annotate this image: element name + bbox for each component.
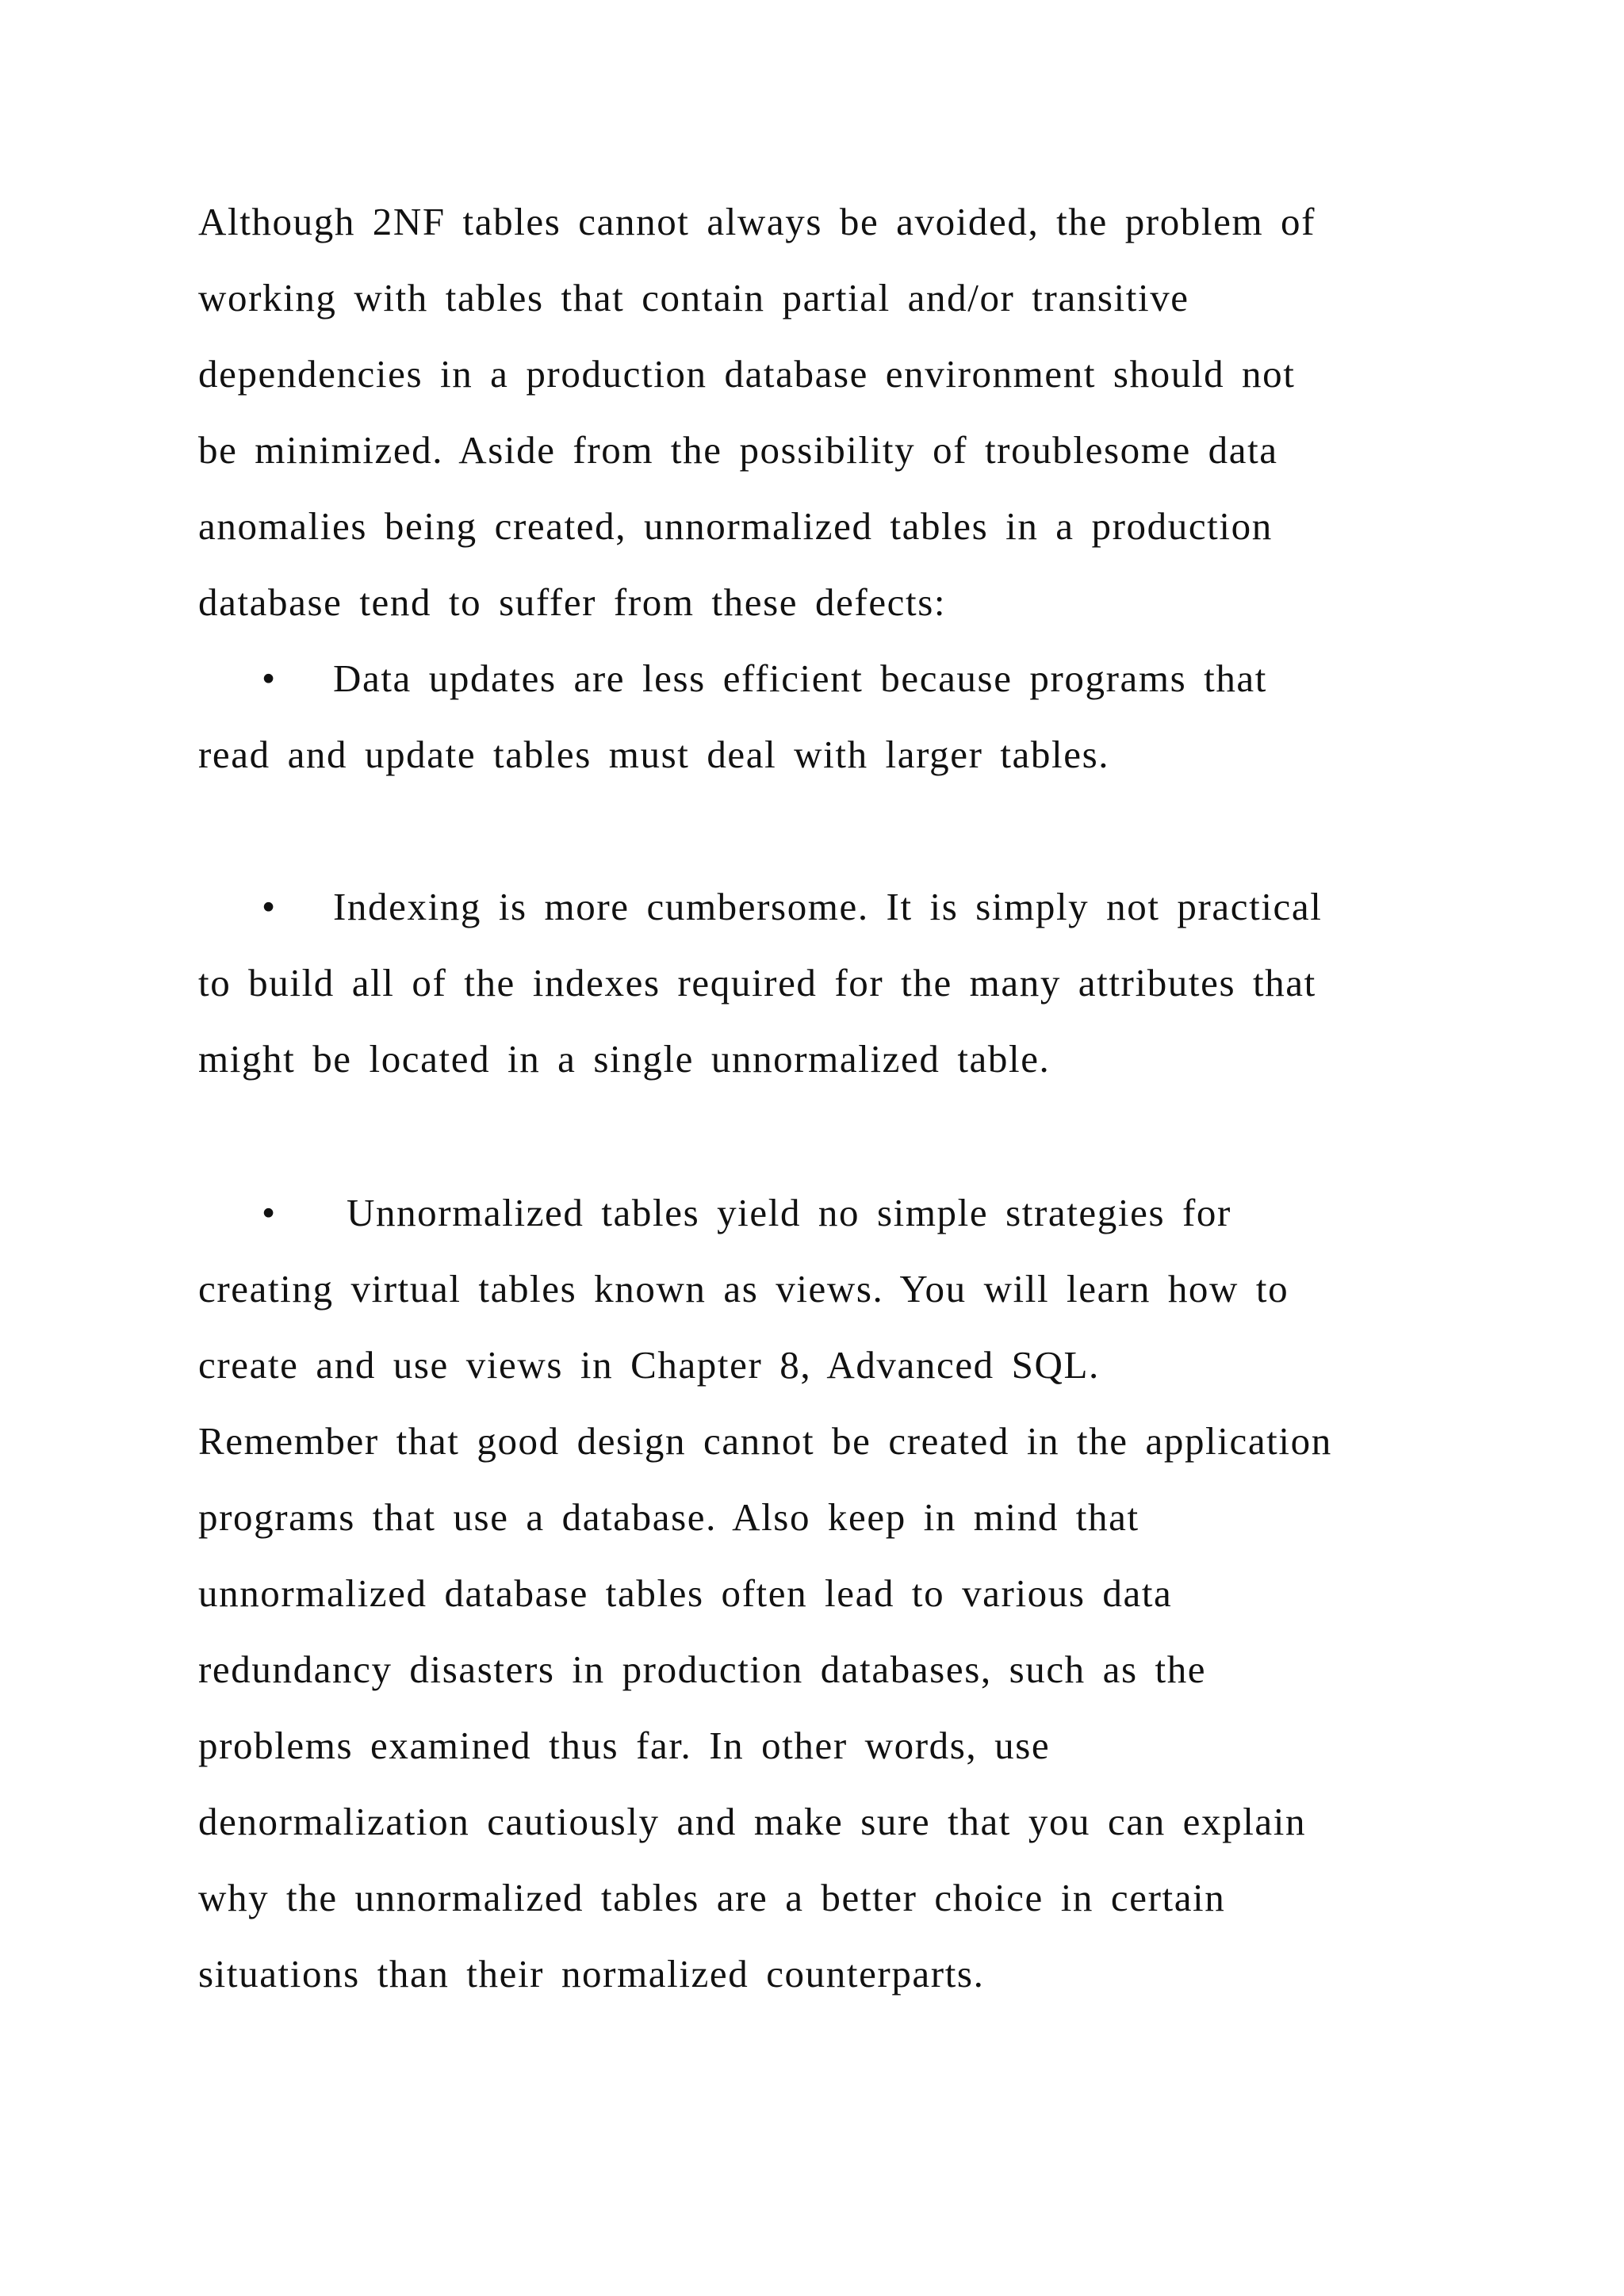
paragraph-1-line-6: database tend to suffer from these defects:: [198, 580, 947, 624]
bullet-2-continuation-1: to build all of the indexes required for the many attributes that: [198, 961, 1316, 1004]
bullet-1-first-line: Data updates are less efficient because programs that: [333, 656, 1267, 700]
paragraph-1-line-1: Although 2NF tables cannot always be avoided, the problem of: [198, 200, 1316, 243]
bullet-1-continuation-1: read and update tables must deal with larger tables.: [198, 733, 1110, 776]
paragraph-2-line-8: situations than their normalized counterparts.: [198, 1952, 985, 1996]
paragraph-2-line-7: why the unnormalized tables are a better choice in certain: [198, 1876, 1226, 1919]
paragraph-1-line-5: anomalies being created, unnormalized tables in a production: [198, 504, 1273, 548]
bullet-2-continuation-2: might be located in a single unnormalized table.: [198, 1037, 1051, 1081]
paragraph-2-line-1: Remember that good design cannot be created in the application: [198, 1419, 1332, 1463]
paragraph-2-line-5: problems examined thus far. In other words, use: [198, 1724, 1051, 1767]
bullet-2-first-line: Indexing is more cumbersome. It is simply not practical: [333, 885, 1323, 928]
bullet-3-continuation-1: creating virtual tables known as views. You will learn how to: [198, 1267, 1289, 1311]
paragraph-2-line-6: denormalization cautiously and make sure that you can explain: [198, 1800, 1307, 1843]
paragraph-2-line-2: programs that use a database. Also keep in mind that: [198, 1495, 1139, 1539]
bullet-marker: •: [262, 885, 276, 928]
paragraph-2-line-3: unnormalized database tables often lead to various data: [198, 1571, 1173, 1615]
paragraph-1-line-2: working with tables that contain partial and/or transitive: [198, 276, 1189, 320]
bullet-3-first-line: Unnormalized tables yield no simple strategies for: [347, 1191, 1231, 1234]
bullet-marker: •: [262, 1191, 276, 1234]
bullet-3-continuation-2: create and use views in Chapter 8, Advanced SQL.: [198, 1343, 1100, 1387]
paragraph-2-line-4: redundancy disasters in production databases, such as the: [198, 1647, 1207, 1691]
paragraph-1-line-3: dependencies in a production database environment should not: [198, 352, 1296, 396]
paragraph-1-line-4: be minimized. Aside from the possibility of troublesome data: [198, 428, 1278, 472]
bullet-marker: •: [262, 656, 276, 700]
